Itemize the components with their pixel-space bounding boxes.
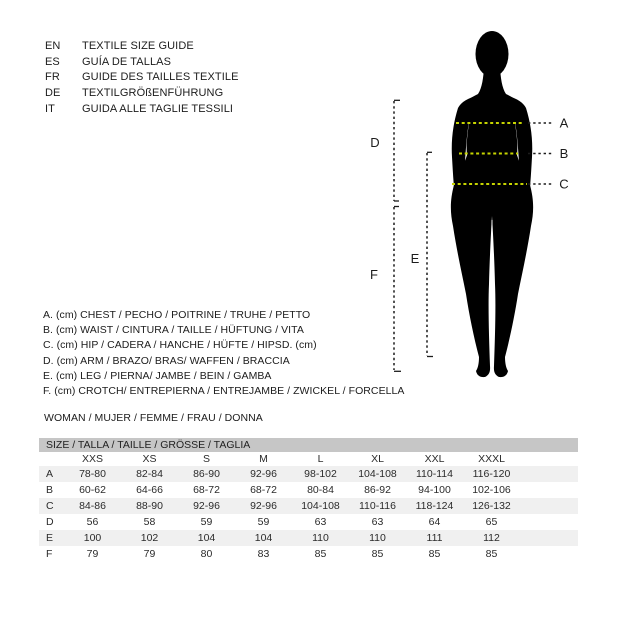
language-title: GUIDA ALLE TAGLIE TESSILI (82, 102, 234, 115)
figure-label-leg: E (410, 251, 420, 266)
size-cell: 59 (200, 516, 213, 528)
size-cell: 111 (426, 532, 443, 544)
size-cell: 82-84 (136, 468, 163, 480)
size-table-title: SIZE / TALLA / TAILLE / GRÖSSE / TAGLIA (39, 438, 578, 452)
measurement-line: A. (cm) CHEST / PECHO / POITRINE / TRUHE / PETTO (43, 309, 311, 321)
size-col-headers (39, 452, 578, 466)
size-cell: 59 (257, 516, 270, 528)
size-cell: 86-92 (364, 484, 391, 496)
size-cell: 65 (485, 516, 498, 528)
size-row-label: C (46, 500, 54, 512)
language-title: TEXTILE SIZE GUIDE (82, 40, 194, 52)
size-cell: 92-96 (193, 500, 220, 512)
size-cell: 104-108 (358, 468, 397, 480)
language-title: GUIDE DES TAILLES TEXTILE (82, 71, 239, 84)
size-cell: 118-124 (415, 500, 454, 512)
figure-label-arm: D (370, 135, 380, 150)
language-row (45, 102, 239, 118)
measurement-line: D. (cm) ARM / BRAZO/ BRAS/ WAFFEN / BRACCIA (43, 354, 290, 367)
gender-label: WOMAN / MUJER / FEMME / FRAU / DONNA (44, 412, 263, 424)
size-col-header: XXS (81, 453, 103, 465)
size-col-header: M (259, 453, 268, 465)
language-code: DE (45, 87, 61, 100)
size-cell: 63 (314, 516, 327, 528)
size-row-A (39, 466, 578, 482)
size-cell: 85 (485, 548, 498, 560)
size-cell: 102-106 (472, 484, 511, 496)
size-cell: 84-86 (79, 500, 106, 512)
size-cell: 78-80 (79, 468, 106, 480)
size-cell: 83 (257, 548, 270, 560)
size-row-D (39, 514, 578, 530)
size-row-F (39, 546, 578, 562)
size-row-label: E (46, 532, 54, 544)
size-cell: 110 (369, 532, 386, 544)
language-code: IT (45, 102, 55, 115)
measurement-line: E. (cm) LEG / PIERNA/ JAMBE / BEIN / GAMBA (43, 369, 272, 382)
size-col-header: XXXL (478, 453, 505, 465)
measurement-line: B. (cm) WAIST / CINTURA / TAILLE / HÜFTUNG / VITA (43, 324, 304, 337)
size-col-header: L (317, 453, 324, 465)
language-code: FR (45, 71, 60, 84)
language-title: GUÍA DE TALLAS (82, 55, 172, 68)
size-cell: 104 (197, 532, 216, 544)
leg-gap-line (492, 220, 493, 366)
size-cell: 85 (314, 548, 327, 560)
language-row (45, 39, 239, 55)
figure-label-crotch: F (370, 267, 378, 282)
size-cell: 79 (86, 548, 99, 560)
size-table (39, 438, 578, 562)
size-cell: 68-72 (193, 484, 220, 496)
language-code: ES (45, 55, 60, 68)
size-cell: 100 (83, 532, 102, 544)
size-cell: 116-120 (472, 468, 511, 480)
size-col-header: XL (371, 453, 384, 465)
measurement-legend (43, 308, 404, 399)
size-row-label: A (46, 468, 54, 480)
language-row (45, 86, 239, 102)
size-cell: 88-90 (136, 500, 163, 512)
size-table-body (39, 466, 578, 562)
size-cell: 79 (143, 548, 156, 560)
size-row-label: D (46, 516, 54, 528)
size-cell: 64 (428, 516, 441, 528)
size-row-E (39, 530, 578, 546)
size-cell: 110 (312, 532, 329, 544)
size-cell: 85 (371, 548, 384, 560)
size-cell: 98-102 (304, 468, 337, 480)
size-cell: 126-132 (472, 500, 511, 512)
size-cell: 64-66 (136, 484, 163, 496)
size-cell: 112 (483, 532, 500, 544)
size-row-label: B (46, 484, 54, 496)
size-row-label: F (46, 548, 53, 560)
size-cell: 85 (428, 548, 441, 560)
size-cell: 60-62 (79, 484, 106, 496)
size-cell: 80-84 (307, 484, 334, 496)
size-cell: 86-90 (193, 468, 220, 480)
figure-label-hip: C (559, 176, 569, 192)
size-cell: 104-108 (301, 500, 340, 512)
size-cell: 110-114 (416, 468, 453, 480)
size-cell: 58 (143, 516, 156, 528)
size-cell: 68-72 (250, 484, 277, 496)
language-code: EN (45, 40, 61, 52)
size-cell: 110-116 (359, 500, 396, 512)
size-cell: 102 (140, 532, 159, 544)
measurement-line: F. (cm) CROTCH/ ENTREPIERNA / ENTREJAMBE / ZWICKEL / FORCELLA (43, 385, 405, 398)
size-cell: 63 (371, 516, 384, 528)
measurement-line: C. (cm) HIP / CADERA / HANCHE / HÜFTE / HIPSD. (cm) (43, 339, 317, 352)
language-row (45, 70, 239, 86)
size-row-C (39, 498, 578, 514)
size-cell: 92-96 (250, 468, 277, 480)
language-row (45, 55, 239, 71)
language-list (45, 39, 239, 118)
size-col-header: S (202, 453, 210, 465)
size-cell: 80 (200, 548, 213, 560)
size-cell: 94-100 (418, 484, 451, 496)
size-row-B (39, 482, 578, 498)
figure-label-chest: A (559, 115, 569, 131)
figure-label-waist: B (559, 146, 569, 161)
size-cell: 104 (254, 532, 273, 544)
language-title: TEXTILGRÖßENFÜHRUNG (82, 87, 224, 100)
size-col-header: XXL (424, 453, 445, 465)
size-cell: 56 (86, 516, 99, 528)
size-col-header: XS (142, 453, 157, 465)
size-cell: 92-96 (250, 500, 277, 512)
